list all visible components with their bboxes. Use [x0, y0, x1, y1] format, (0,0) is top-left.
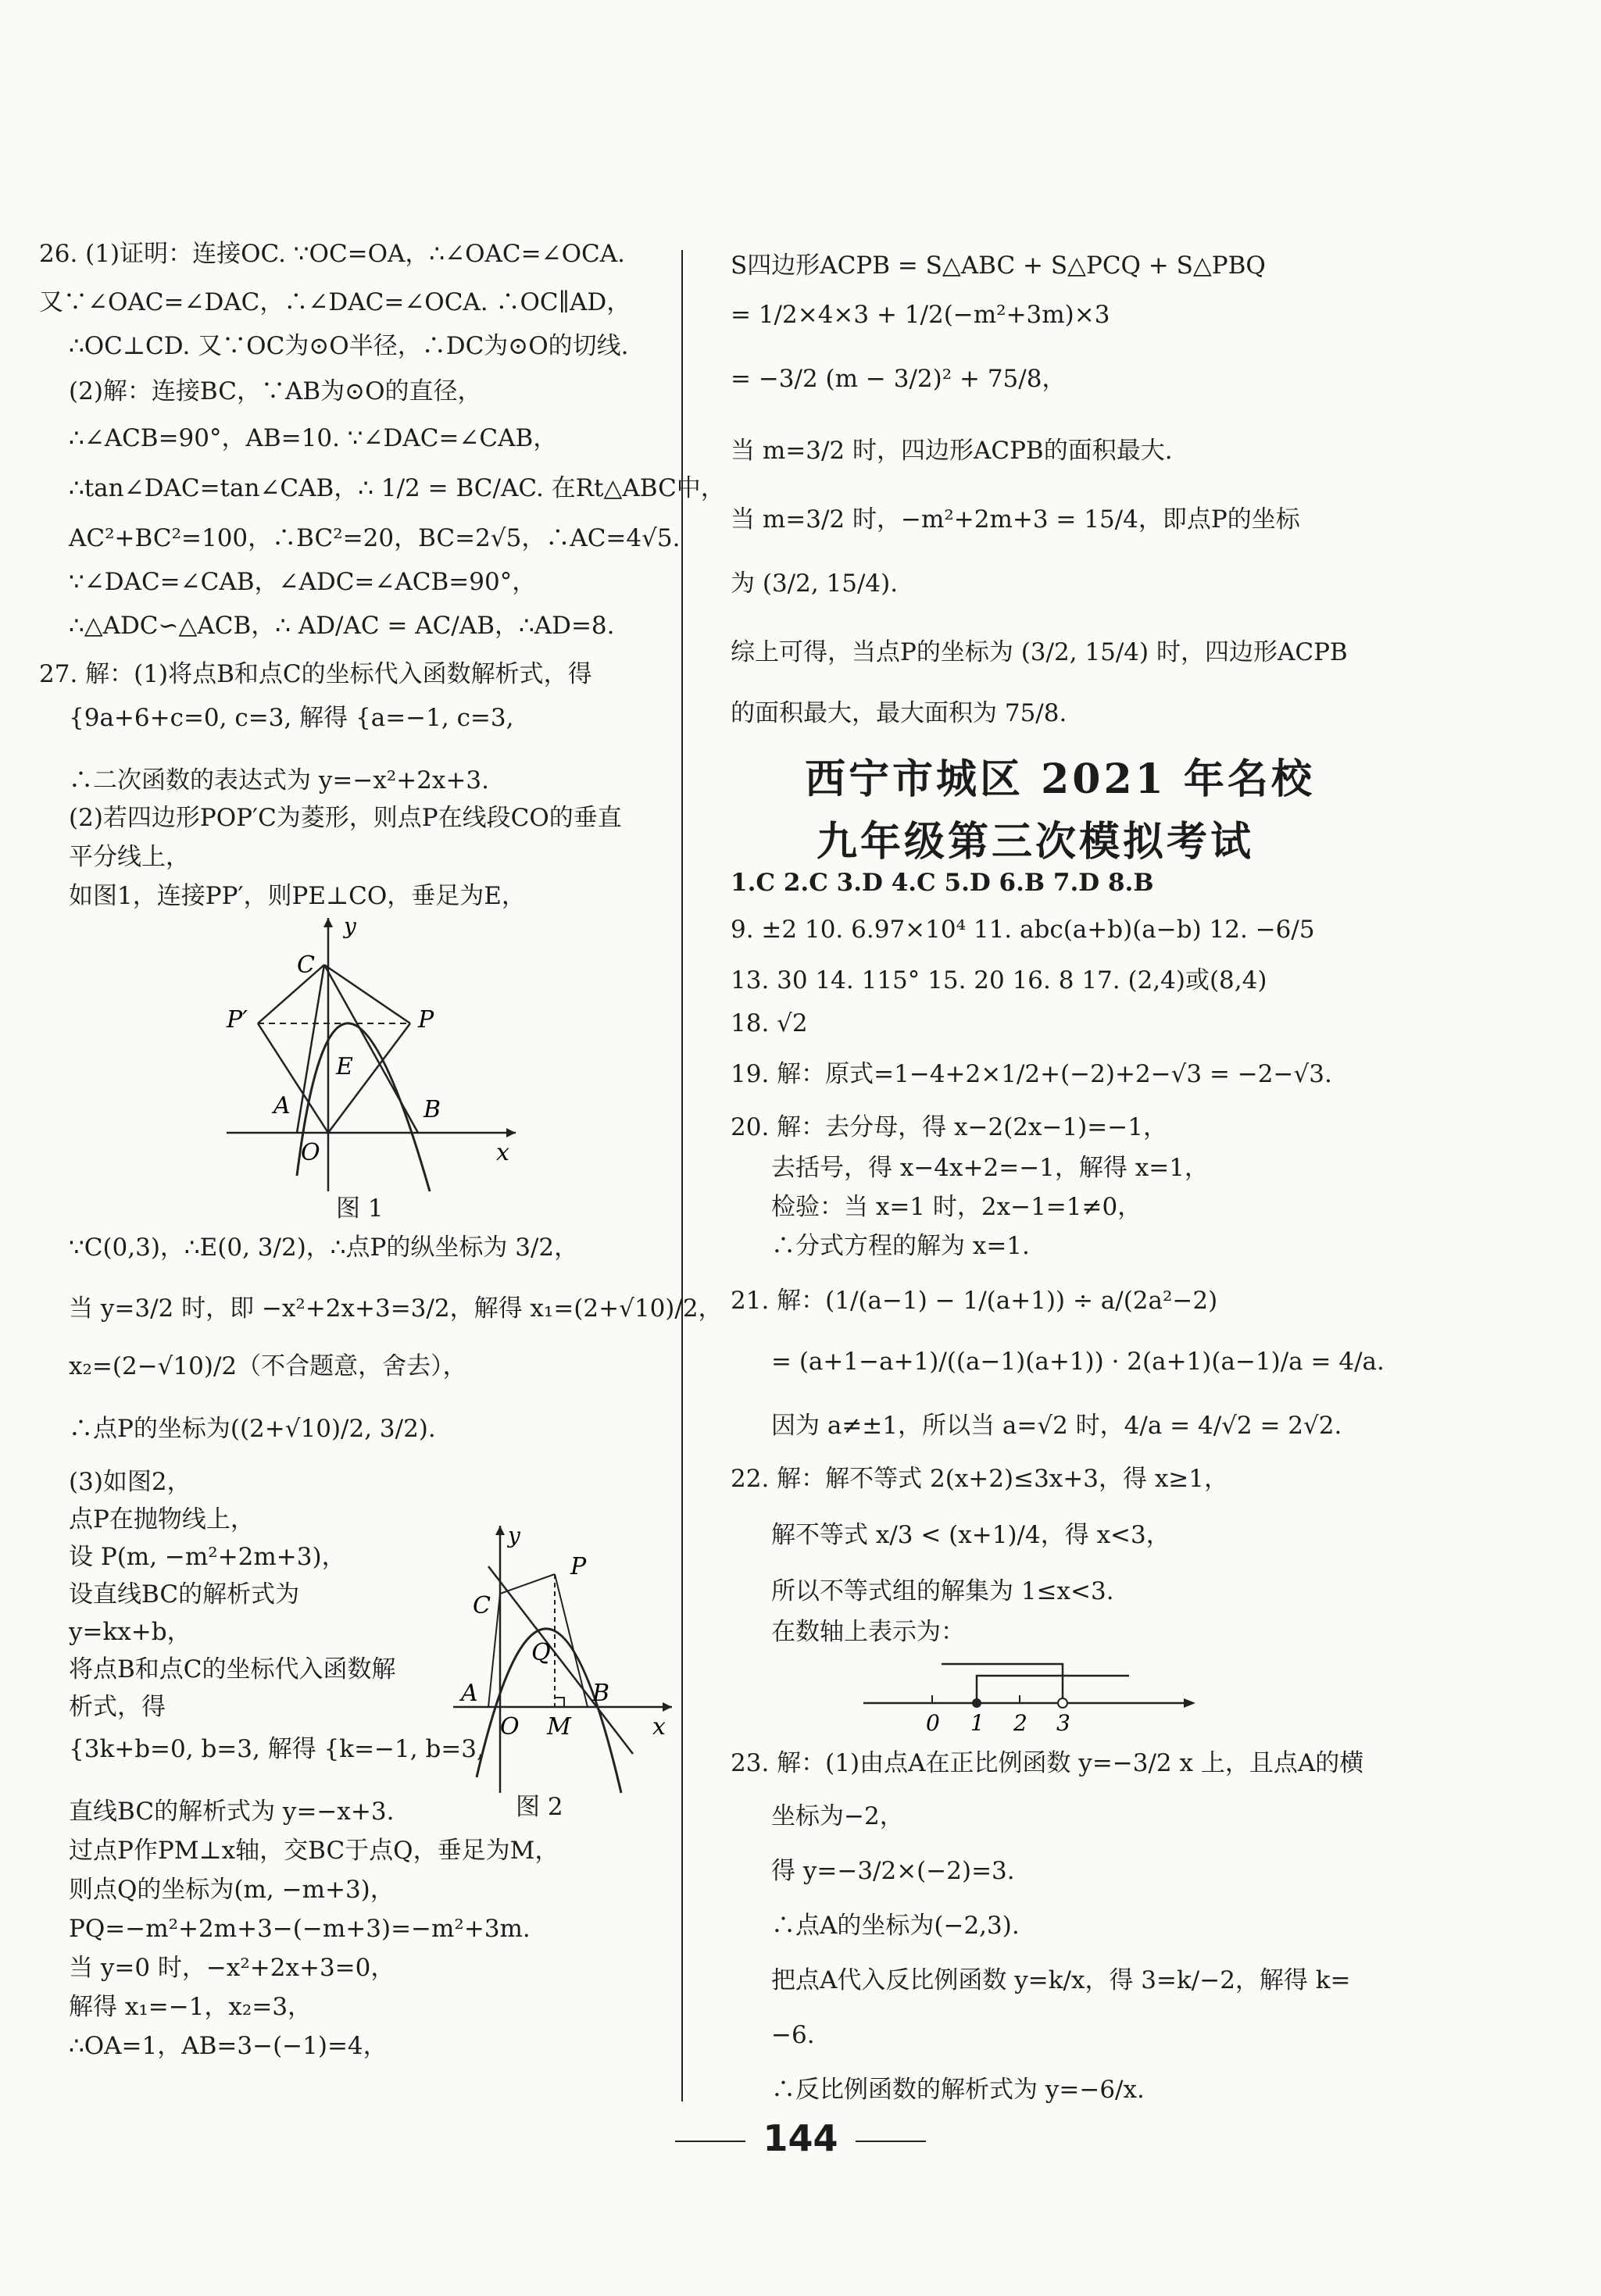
left-line-27: {3k+b=0, b=3, 解得 {k=−1, b=3,	[69, 1735, 484, 1763]
left-line-1: 26. (1)证明：连接OC. ∵OC=OA，∴∠OAC=∠OCA.	[39, 240, 625, 268]
left-line-32: 当 y=0 时，−x²+2x+3=0，	[69, 1954, 395, 1982]
left-line-24: y=kx+b，	[69, 1618, 191, 1646]
left-line-4: (2)解：连接BC，∵AB为⊙O的直径，	[69, 377, 482, 405]
left-line-16: ∵C(0,3)，∴E(0, 3/2)，∴点P的纵坐标为 3/2，	[69, 1234, 579, 1262]
answer-line-22: −6.	[771, 2021, 815, 2049]
fig1-label-p-prime: P′	[227, 1006, 248, 1034]
fig1-label-o: O	[301, 1139, 320, 1166]
answer-line-11: = (a+1−a+1)/((a−1)(a+1)) · 2(a+1)(a−1)/a = 4/a.	[771, 1348, 1385, 1376]
right-line-2: = 1/2×4×3 + 1/2(−m²+3m)×3	[731, 301, 1110, 329]
left-line-34: ∴OA=1，AB=3−(−1)=4，	[69, 2032, 388, 2060]
left-line-9: ∴△ADC∽△ACB，∴ AD/AC = AC/AB，∴AD=8.	[69, 612, 615, 640]
left-line-31: PQ=−m²+2m+3−(−m+3)=−m²+3m.	[69, 1915, 531, 1943]
left-line-14: 平分线上，	[69, 843, 190, 871]
answer-line-19: 得 y=−3/2×(−2)=3.	[771, 1857, 1015, 1885]
answer-line-17: 23. 解：(1)由点A在正比例函数 y=−3/2 x 上，且点A的横	[731, 1749, 1364, 1777]
right-line-5: 当 m=3/2 时，−m²+2m+3 = 15/4，即点P的坐标	[731, 505, 1300, 534]
answer-line-12: 因为 a≠±1，所以当 a=√2 时，4/a = 4/√2 = 2√2.	[771, 1412, 1342, 1440]
left-line-22: 设 P(m, −m²+2m+3)，	[69, 1543, 346, 1571]
fig1-label-b: B	[423, 1096, 441, 1123]
fig2-label-c: C	[473, 1592, 491, 1619]
left-line-21: 点P在抛物线上，	[69, 1505, 255, 1534]
column-divider	[681, 250, 683, 2101]
answer-line-20: ∴点A的坐标为(−2,3).	[771, 1912, 1020, 1940]
fig2-label-x: x	[652, 1713, 666, 1741]
answer-line-13: 22. 解：解不等式 2(x+2)≤3x+3，得 x≥1，	[731, 1465, 1229, 1493]
left-line-19: ∴点P的坐标为((2+√10)/2, 3/2).	[69, 1415, 436, 1443]
answer-line-10: 21. 解：(1/(a−1) − 1/(a+1)) ÷ a/(2a²−2)	[731, 1287, 1218, 1315]
figure-1-caption: 图 1	[336, 1194, 384, 1223]
tick-1: 1	[970, 1710, 985, 1736]
answer-line-2: 9. ±2 10. 6.97×10⁴ 11. abc(a+b)(a−b) 12. −6/5	[731, 916, 1315, 944]
fig2-label-b: B	[592, 1680, 610, 1707]
left-line-29: 过点P作PM⊥x轴，交BC于点Q，垂足为M，	[69, 1837, 559, 1865]
fig2-label-a: A	[461, 1680, 478, 1707]
left-line-6: ∴tan∠DAC=tan∠CAB，∴ 1/2 = BC/AC. 在Rt△ABC中，	[69, 474, 725, 502]
figure-1-diagram	[219, 910, 531, 1199]
left-line-3: ∴OC⊥CD. 又∵OC为⊙O半径，∴DC为⊙O的切线.	[69, 332, 629, 360]
tick-3: 3	[1056, 1710, 1070, 1736]
figure-2-diagram	[445, 1519, 680, 1801]
fig2-label-m: M	[547, 1713, 571, 1741]
fig2-label-q: Q	[531, 1639, 551, 1666]
left-line-20: (3)如图2，	[69, 1468, 191, 1496]
answer-line-6: 20. 解：去分母，得 x−2(2x−1)=−1，	[731, 1113, 1167, 1141]
fig2-label-o: O	[500, 1713, 520, 1741]
left-line-25: 将点B和点C的坐标代入函数解	[69, 1655, 396, 1684]
left-line-5: ∴∠ACB=90°，AB=10. ∵∠DAC=∠CAB，	[69, 424, 558, 452]
right-line-4: 当 m=3/2 时，四边形ACPB的面积最大.	[731, 437, 1173, 465]
left-line-11: {9a+6+c=0, c=3, 解得 {a=−1, c=3,	[69, 704, 514, 732]
tick-2: 2	[1013, 1710, 1027, 1736]
left-line-7: AC²+BC²=100，∴BC²=20，BC=2√5，∴AC=4√5.	[69, 524, 681, 552]
right-line-7: 综上可得，当点P的坐标为 (3/2, 15/4) 时，四边形ACPB	[731, 638, 1348, 666]
fig1-label-y: y	[344, 913, 356, 939]
answer-line-4: 18. √2	[731, 1009, 808, 1037]
section-title-1: 西宁市城区 2021 年名校	[805, 755, 1315, 803]
left-line-2: 又∵∠OAC=∠DAC，∴∠DAC=∠OCA. ∴OC∥AD，	[39, 288, 631, 316]
left-line-17: 当 y=3/2 时，即 −x²+2x+3=3/2，解得 x₁=(2+√10)/2，	[69, 1294, 723, 1323]
fig1-label-x: x	[496, 1139, 509, 1166]
fig1-label-e: E	[336, 1053, 353, 1080]
right-line-8: 的面积最大，最大面积为 75/8.	[731, 699, 1067, 727]
answer-line-18: 坐标为−2，	[771, 1802, 904, 1830]
answer-line-1: 1.C 2.C 3.D 4.C 5.D 6.B 7.D 8.B	[731, 869, 1154, 897]
answer-line-9: ∴分式方程的解为 x=1.	[771, 1232, 1030, 1260]
number-line-diagram	[863, 1652, 1207, 1738]
fig1-label-c: C	[297, 952, 315, 979]
fig2-label-y: y	[508, 1523, 520, 1548]
left-line-28: 直线BC的解析式为 y=−x+3.	[69, 1798, 395, 1826]
left-line-10: 27. 解：(1)将点B和点C的坐标代入函数解析式，得	[39, 660, 592, 688]
left-line-18: x₂=(2−√10)/2（不合题意，舍去），	[69, 1352, 467, 1380]
answer-line-21: 把点A代入反比例函数 y=k/x，得 3=k/−2，解得 k=	[771, 1966, 1351, 1994]
left-line-13: (2)若四边形POP′C为菱形，则点P在线段CO的垂直	[69, 804, 622, 832]
right-line-1: S四边形ACPB = S△ABC + S△PCQ + S△PBQ	[731, 252, 1266, 280]
answer-line-15: 所以不等式组的解集为 1≤x<3.	[771, 1577, 1114, 1605]
fig1-label-p: P	[418, 1006, 434, 1034]
answer-line-14: 解不等式 x/3 < (x+1)/4，得 x<3，	[771, 1521, 1170, 1549]
answer-line-16: 在数轴上表示为：	[771, 1618, 965, 1646]
fig2-label-p: P	[570, 1553, 587, 1580]
left-line-30: 则点Q的坐标为(m, −m+3)，	[69, 1876, 395, 1904]
page-number: 144	[0, 2117, 1601, 2159]
left-line-8: ∵∠DAC=∠CAB，∠ADC=∠ACB=90°，	[69, 568, 537, 596]
answer-line-8: 检验：当 x=1 时，2x−1=1≠0，	[771, 1193, 1142, 1221]
fig1-label-a: A	[273, 1092, 291, 1119]
left-line-26: 析式，得	[69, 1693, 166, 1721]
left-line-33: 解得 x₁=−1，x₂=3，	[69, 1993, 313, 2021]
figure-2-caption: 图 2	[516, 1793, 563, 1821]
answer-line-5: 19. 解：原式=1−4+2×1/2+(−2)+2−√3 = −2−√3.	[731, 1060, 1332, 1088]
tick-0: 0	[926, 1710, 940, 1736]
section-title-2: 九年级第三次模拟考试	[817, 818, 1255, 866]
answer-line-23: ∴反比例函数的解析式为 y=−6/x.	[771, 2076, 1145, 2104]
answer-line-7: 去括号，得 x−4x+2=−1，解得 x=1，	[771, 1154, 1209, 1182]
left-line-15: 如图1，连接PP′，则PE⊥CO，垂足为E，	[69, 882, 526, 910]
right-line-6: 为 (3/2, 15/4).	[731, 570, 899, 598]
left-line-23: 设直线BC的解析式为	[69, 1580, 300, 1609]
left-line-12: ∴二次函数的表达式为 y=−x²+2x+3.	[69, 766, 489, 794]
answer-line-3: 13. 30 14. 115° 15. 20 16. 8 17. (2,4)或(8,4)	[731, 966, 1267, 994]
right-line-3: = −3/2 (m − 3/2)² + 75/8，	[731, 365, 1067, 393]
